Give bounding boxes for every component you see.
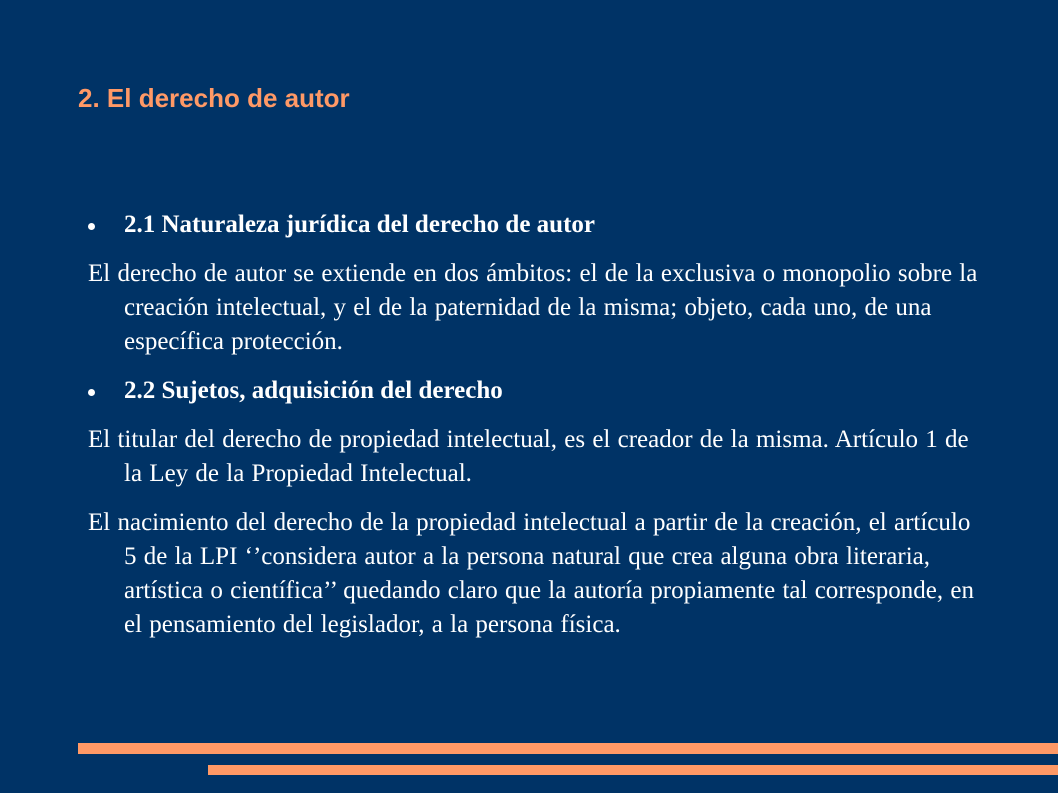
bullet-icon xyxy=(88,223,95,230)
section-heading-sujetos xyxy=(88,374,988,408)
paragraph-titular: El titular del derecho de propiedad intelectual, es el creador de la misma. Artículo 1 de la Ley de la Propiedad Intelectual. xyxy=(88,426,969,487)
paragraph-ambitos: El derecho de autor se extiende en dos ámbitos: el de la exclusiva o monopolio sobre la creación intelectual, y el de la paternidad de la misma; objeto, cada uno, de una específica protección. xyxy=(88,260,978,355)
slide-title: 2. El derecho de autor xyxy=(78,83,350,113)
section-heading-text: 2.1 Naturaleza jurídica del derecho de autor xyxy=(124,211,595,238)
decorative-bar-bottom xyxy=(208,765,1058,775)
slide-content xyxy=(88,208,988,657)
decorative-bar-top xyxy=(78,743,1058,754)
bullet-icon xyxy=(88,389,95,396)
paragraph-nacimiento: El nacimiento del derecho de la propiedad intelectual a partir de la creación, el artículo 5 de la LPI ‘’considera autor a la persona natural que crea alguna obra literaria, artística o científica’’ quedando claro que la autoría propiamente tal corresponde, en el pensamiento del legislador, a la persona física. xyxy=(88,509,974,638)
section-heading-text: 2.2 Sujetos, adquisición del derecho xyxy=(124,377,503,404)
section-heading-naturaleza xyxy=(88,208,988,242)
